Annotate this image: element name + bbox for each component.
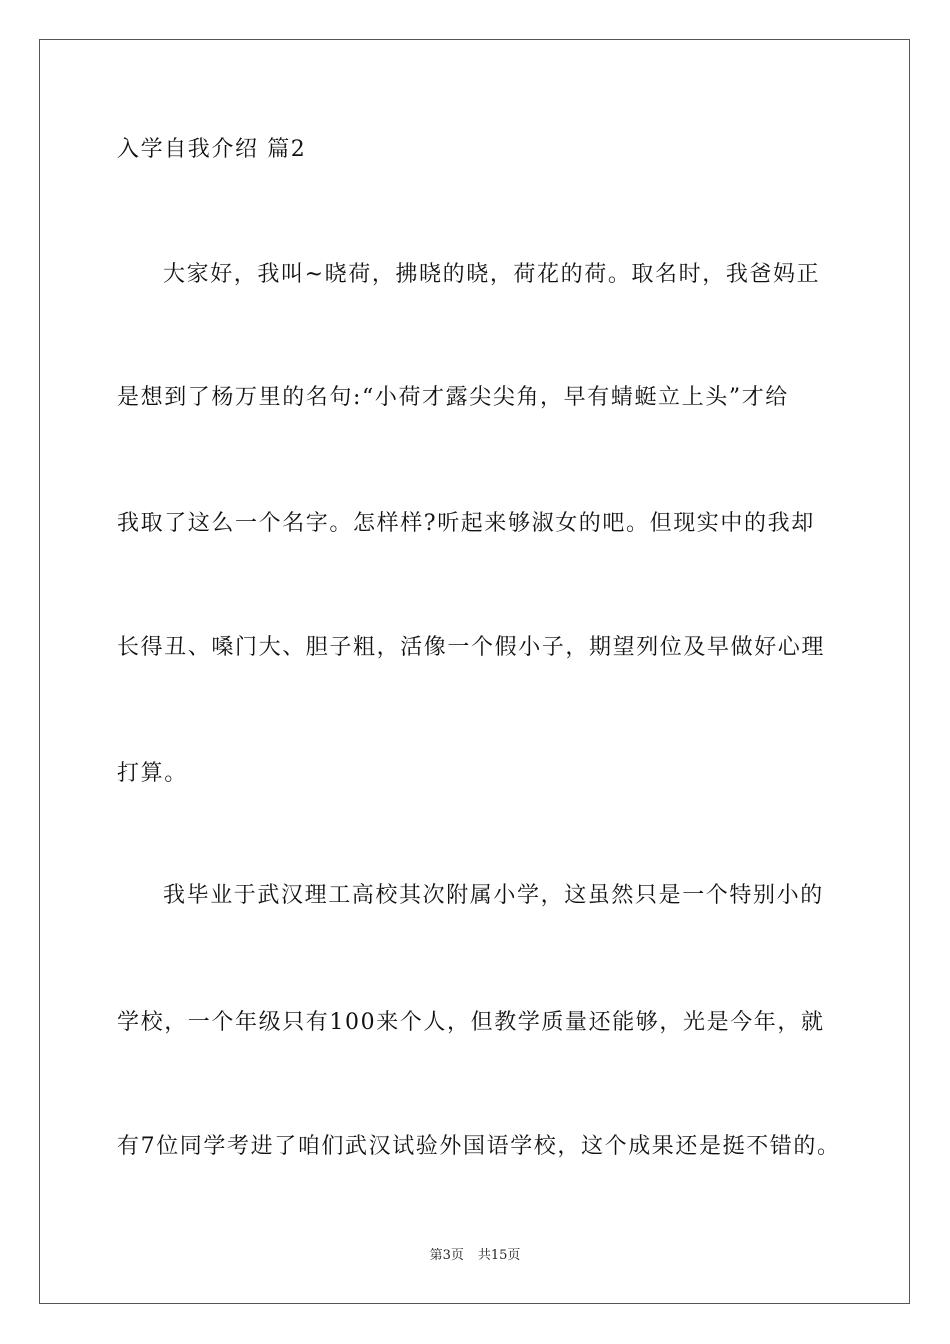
paragraph-line-5: 打算。 — [117, 761, 188, 786]
paragraph-line-3: 我取了这么一个名字。怎样样?听起来够淑女的吧。但现实中的我却 — [117, 511, 815, 536]
paragraph-line-7: 学校，一个年级只有100来个人，但教学质量还能够，光是今年，就 — [117, 1010, 825, 1035]
paragraph-line-8: 有7位同学考进了咱们武汉试验外国语学校，这个成果还是挺不错的。 — [117, 1134, 841, 1159]
paragraph-line-4: 长得丑、嗓门大、胆子粗，活像一个假小子，期望列位及早做好心理 — [117, 635, 826, 660]
paragraph-line-6: 我毕业于武汉理工高校其次附属小学，这虽然只是一个特别小的 — [163, 883, 824, 908]
paragraph-line-2: 是想到了杨万里的名句:“小荷才露尖尖角，早有蜻蜓立上头”才给 — [117, 385, 789, 410]
page-footer — [0, 1247, 950, 1265]
page-total: 共15页 — [477, 1248, 521, 1263]
page-border — [39, 39, 910, 1304]
page-number: 第3页 — [429, 1248, 464, 1263]
paragraph-line-1: 大家好，我叫~晓荷，拂晓的晓，荷花的荷。取名时，我爸妈正 — [163, 262, 821, 287]
document-heading: 入学自我介绍 篇2 — [117, 137, 307, 162]
